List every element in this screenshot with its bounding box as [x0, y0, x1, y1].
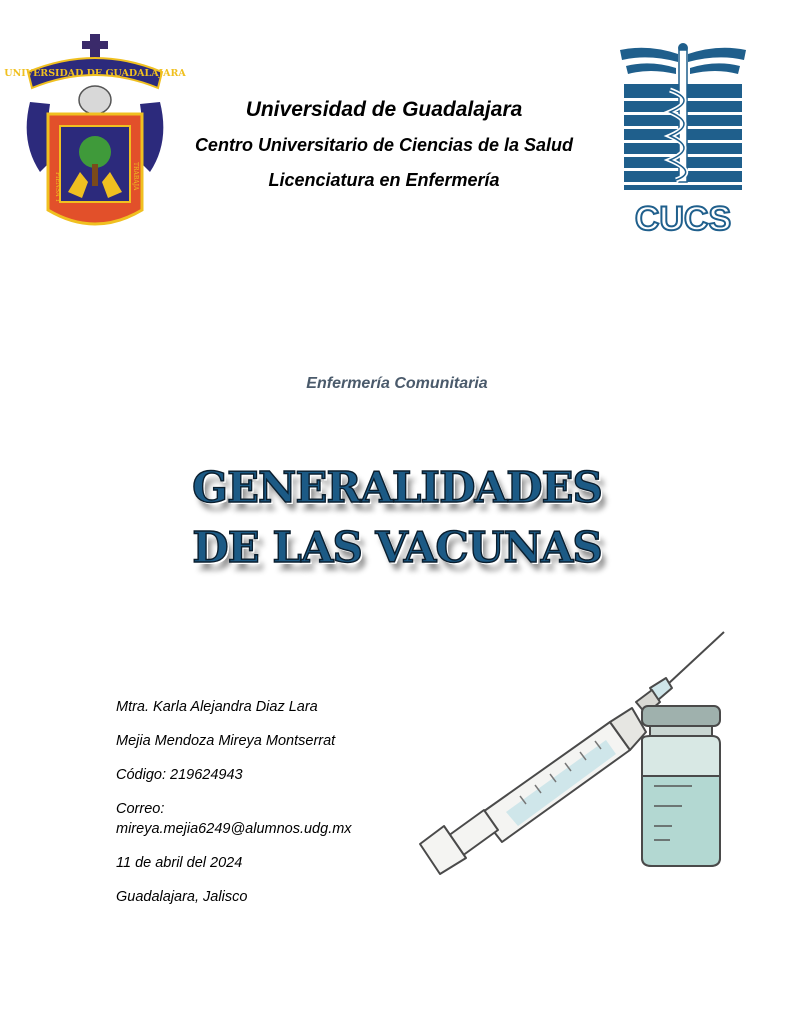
teacher-name: Mtra. Karla Alejandra Diaz Lara	[116, 699, 318, 715]
student-code: Código: 219624943	[116, 767, 243, 783]
title-line-2: DE LAS VACUNAS	[192, 523, 602, 572]
helmet-icon	[79, 86, 111, 114]
course-name: Enfermería Comunitaria	[306, 375, 488, 392]
email-block	[116, 799, 416, 839]
tree-icon	[79, 136, 111, 168]
udg-banner-text: UNIVERSIDAD DE GUADALAJARA	[4, 68, 186, 79]
svg-text:PIENSA Y: PIENSA Y	[54, 172, 61, 203]
syringe-vial-illustration	[410, 626, 740, 876]
student-name: Mejia Mendoza Mireya Montserrat	[116, 733, 336, 749]
cross-icon	[82, 34, 108, 60]
cucs-logo	[618, 40, 748, 240]
udg-crest-logo	[4, 32, 186, 238]
university-name: Universidad de Guadalajara	[245, 98, 523, 121]
cucs-wordmark: CUCS	[634, 200, 732, 238]
center-name: Centro Universitario de Ciencias de la Salud	[194, 135, 574, 155]
place: Guadalajara, Jalisco	[116, 889, 248, 905]
title-line-1: GENERALIDADES	[192, 463, 602, 512]
svg-text:TRABAJA: TRABAJA	[132, 162, 139, 191]
institution-header	[150, 98, 618, 191]
date: 11 de abril del 2024	[116, 855, 243, 871]
email-label: Correo:	[116, 801, 165, 817]
document-title	[0, 458, 794, 578]
vial-icon	[642, 706, 720, 866]
author-info	[116, 697, 416, 921]
program-name: Licenciatura en Enfermería	[268, 170, 500, 190]
email-address: mireya.mejia6249@alumnos.udg.mx	[116, 821, 352, 837]
